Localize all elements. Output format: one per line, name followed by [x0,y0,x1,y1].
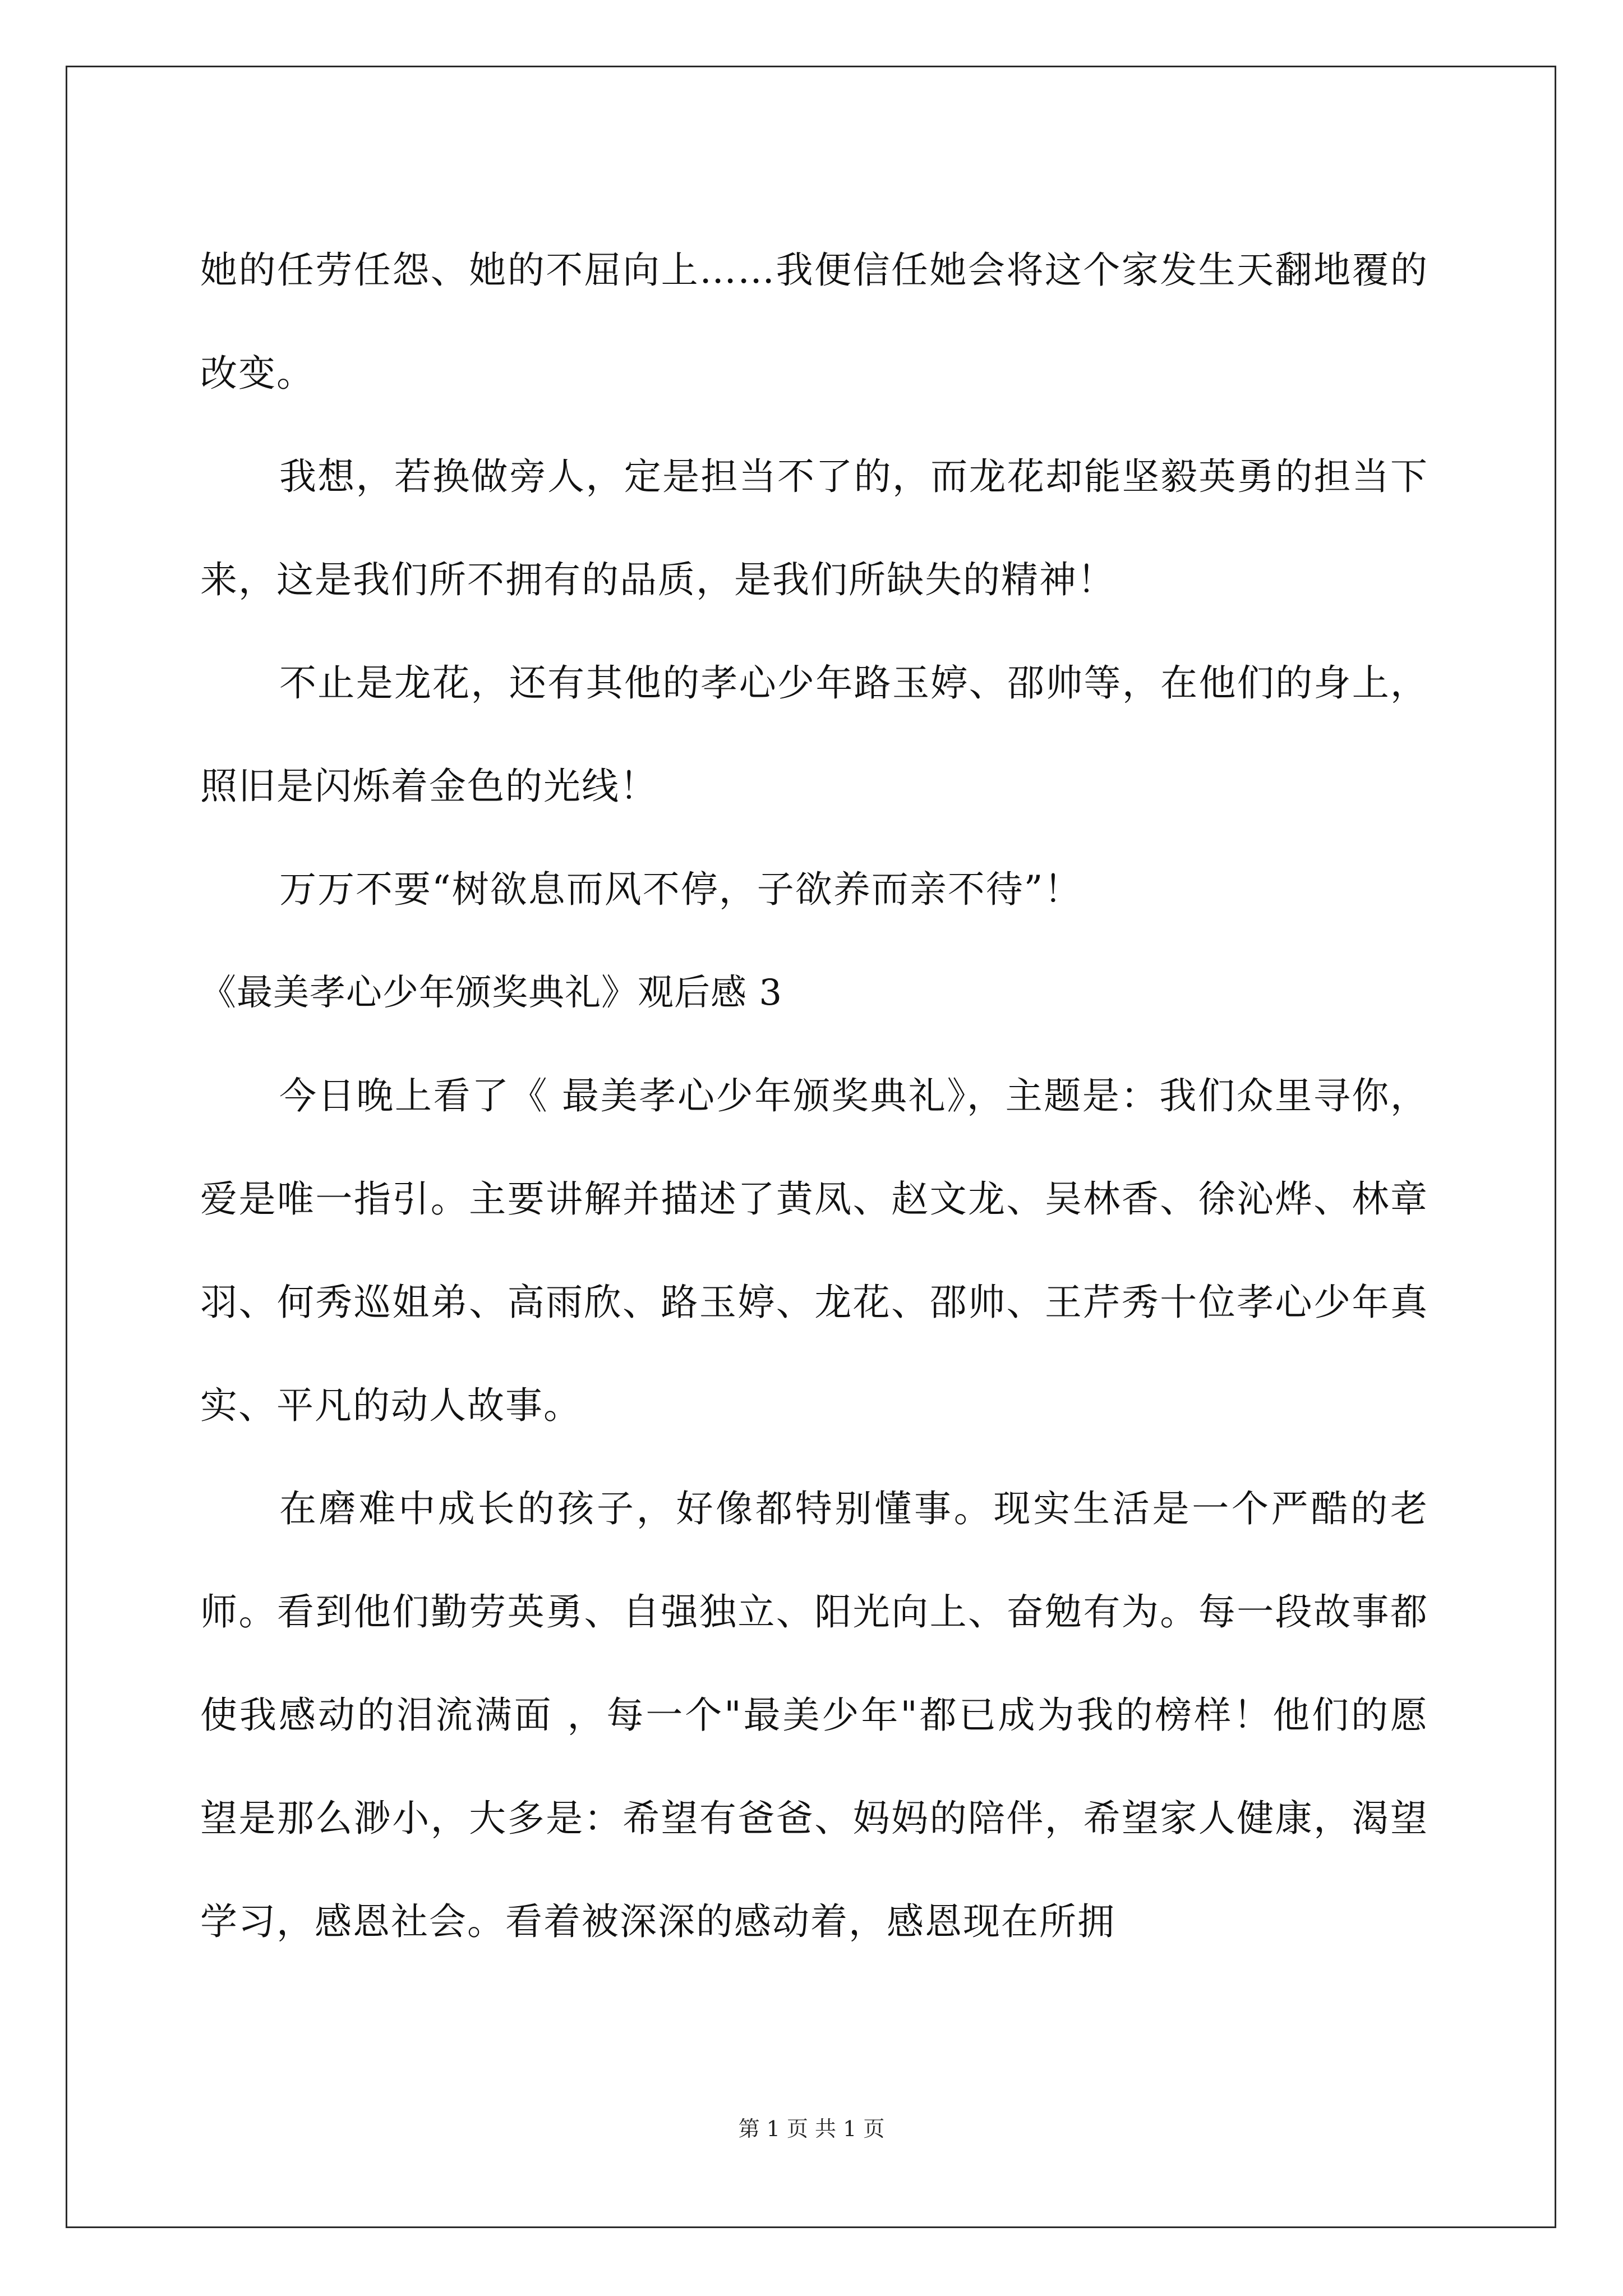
paragraph: 在磨难中成长的孩子，好像都特别懂事。现实生活是一个严酷的老师。看到他们勤劳英勇、自强独立、阳光向上、奋勉有为。每一段故事都使我感动的泪流满面 ，每一个"最美少年"都已成为我的榜样！他们的愿望是那么渺小，大多是：希望有爸爸、妈妈的陪伴，希望家人健康，渴望学习，感恩社会。看着被深深的感动着，感恩现在所拥 [200,1487,1428,1943]
paragraph: 万万不要“树欲息而风不停，子欲养而亲不待”！ [279,868,1082,911]
paragraph: 今日晚上看了《 最美孝心少年颁奖典礼》，主题是：我们众里寻你，爱是唯一指引。主要讲解并描述了黄凤、赵文龙、吴林香、徐沁烨、林章羽、何秀巡姐弟、高雨欣、路玉婷、龙花、邵帅、王芹秀十位孝心少年真实、平凡的动人故事。 [200,1074,1428,1427]
document-body [200,219,1428,1973]
page-number-footer: 第 1 页 共 1 页 [738,2116,885,2141]
section-heading: 《最美孝心少年颁奖典礼》观后感 3 [200,972,783,1014]
paragraph: 不止是龙花，还有其他的孝心少年路玉婷、邵帅等，在他们的身上，照旧是闪烁着金色的光线！ [200,661,1428,808]
paragraph: 我想，若换做旁人，定是担当不了的，而龙花却能坚毅英勇的担当下来，这是我们所不拥有的品质，是我们所缺失的精神！ [200,455,1428,601]
paragraph: 她的任劳任怨、她的不屈向上……我便信任她会将这个家发生天翻地覆的改变。 [200,249,1428,395]
